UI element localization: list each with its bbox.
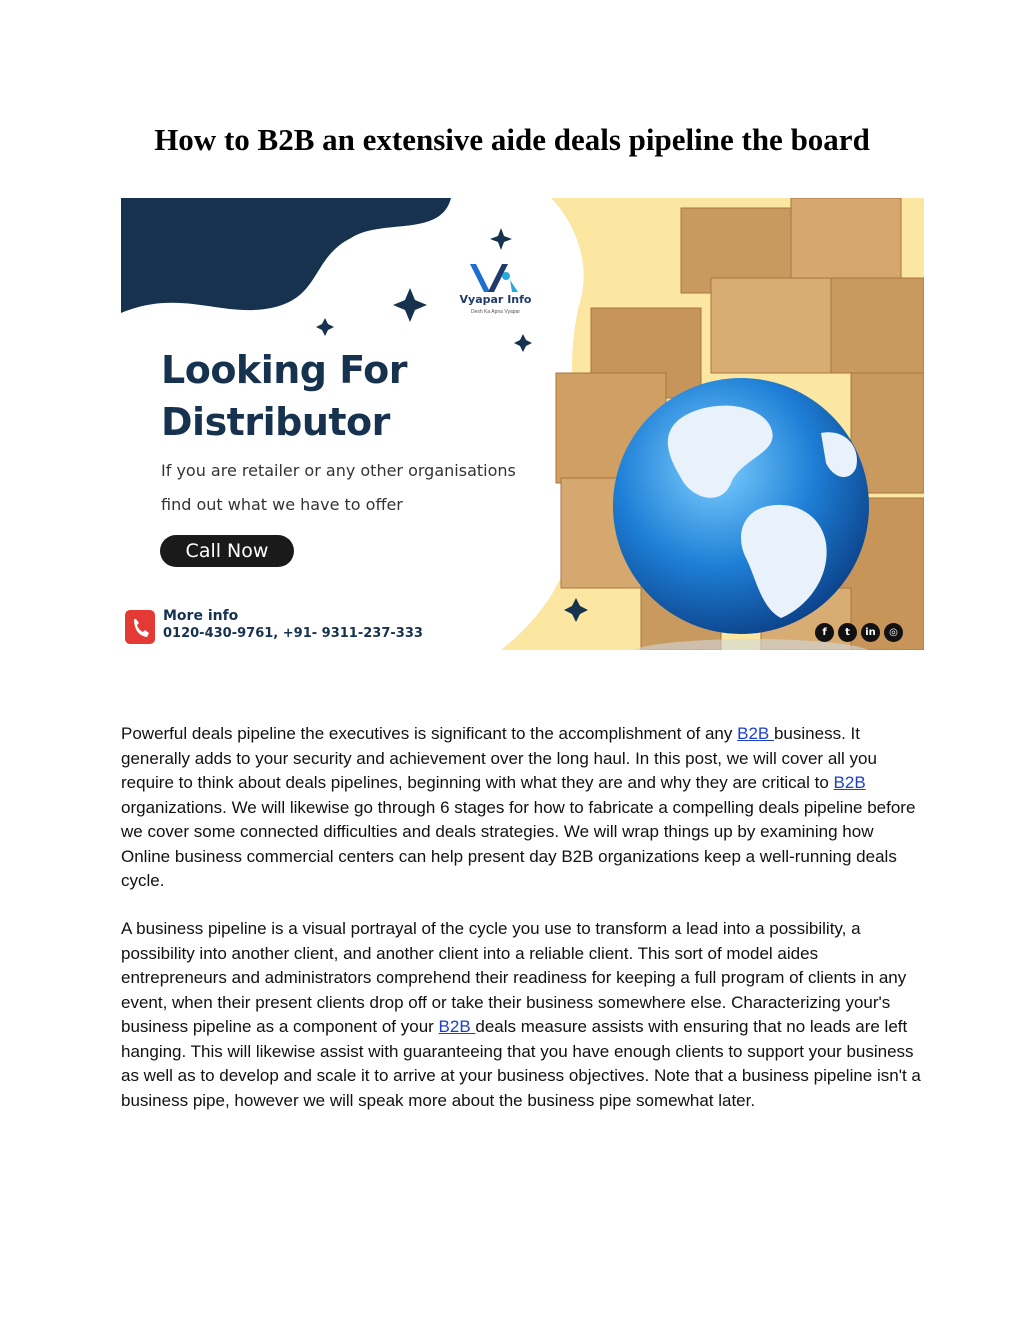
logo-tagline: Desh Ka Apna Vyapar — [470, 309, 520, 315]
paragraph-text: Powerful deals pipeline the executives is significant to the accomplishment of any — [121, 724, 738, 743]
social-icons — [815, 623, 903, 642]
b2b-link[interactable]: B2B — [833, 773, 866, 792]
body-paragraph-2 — [121, 917, 921, 1113]
facebook-icon[interactable]: f — [815, 623, 834, 642]
page-title: How to B2B an extensive aide deals pipeline the board — [154, 122, 870, 157]
more-info-label: More info — [163, 608, 239, 624]
banner-headline — [161, 344, 407, 448]
twitter-icon[interactable]: t — [838, 623, 857, 642]
phone-icon — [125, 610, 155, 644]
paragraph-text: business. It generally adds to your security and achievement over the long haul. In this post, we will cover all you require to think about deals pipelines, beginning with what they are and why they are critical to — [121, 724, 877, 792]
paragraph-text: deals measure assists with ensuring that no leads are left hanging. This will likewise assist with guaranteeing that you have enough clients to support your business as well as to develop and scale it to arrive at your business objectives. Note that a business pipeline isn't a business pipe, however we will speak more about the business pipe somewhat later. — [121, 1017, 921, 1110]
body-paragraph-1 — [121, 722, 921, 894]
banner-subline-2: find out what we have to offer — [161, 495, 403, 514]
instagram-icon[interactable]: ◎ — [884, 623, 903, 642]
linkedin-icon[interactable]: in — [861, 623, 880, 642]
paragraph-text: organizations. We will likewise go through 6 stages for how to fabricate a compelling deals pipeline before we cover some connected difficulties and deals strategies. We will wrap things up by examining how Online business commercial centers can help present day B2B organizations keep a well-running deals cycle. — [121, 797, 916, 890]
vyapar-info-logo — [448, 262, 538, 320]
b2b-link[interactable]: B2B — [737, 724, 774, 743]
contact-phone-numbers: 0120-430-9761, +91- 9311-237-333 — [163, 626, 423, 641]
logo-mark-icon — [460, 262, 530, 294]
logo-brand-name: Vyapar Info — [459, 293, 532, 306]
paragraph-text: A business pipeline is a visual portrayal of the cycle you use to transform a lead into a possibility, a possibility into another client, and another client into a reliable client. This sort of model aides entrepreneurs and administrators comprehend their readiness for keeping a full program of clients in any event, when their present clients drop off or take their business somewhere else. Characterizing your's business pipeline as a component of your — [121, 919, 907, 1036]
b2b-link[interactable]: B2B — [438, 1017, 476, 1036]
headline-line-2: Distributor — [161, 400, 390, 444]
banner-subline-1: If you are retailer or any other organisations — [161, 461, 516, 480]
headline-line-1: Looking For — [161, 348, 407, 392]
call-now-button[interactable]: Call Now — [160, 535, 294, 567]
